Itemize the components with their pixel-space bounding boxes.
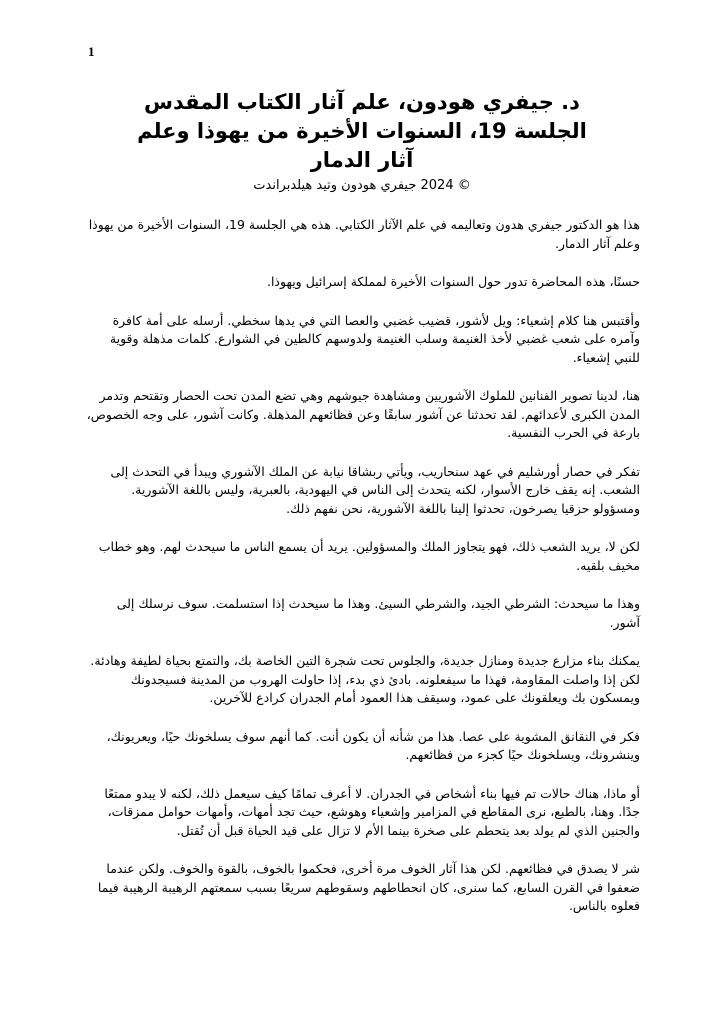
paragraph-10: أو ماذا، هناك حالات تم فيها بناء أشخاص في الجدران. لا أعرف تمامًا كيف سيعمل ذلك، لكنه لا يبدو ممتعًا جدًا. وهنا، بالطبع، نرى المقاطع في المزامير وإشعياء وهوشع، حيث تجد أمهات، وأمهات حوامل ممزقات، والجنين الذي لم يولد بعد يتحطم على صخرة بينما الأم لا تزال على قيد الحياة قبل أن تُقتل. — [104, 785, 640, 838]
document-body — [84, 216, 640, 936]
paragraph-9: فكر في النقانق المشوية على عصا. هذا من شأنه أن يكون أنت. كما أنهم سوف يسلخونك حيًا، ويعريونك، وينشرونك، ويسلخونك حيًا كجزء من فظائعهم. — [106, 728, 640, 762]
paragraph-4: هنا، لدينا تصوير الفنانين للملوك الآشوريين ومشاهدة جيوشهم وهي تضع المدن تحت الحصار وتقتحم وتدمر المدن الكبرى لأعدائهم. لقد تحدثنا عن آشور سابقًا وعن فظائعهم المذهلة. وكانت آشور، على وجه الخصوص، بارعة في الحرب النفسية. — [86, 388, 640, 440]
document-header — [80, 88, 644, 196]
paragraph-11: شر لا يصدق في فظائعهم. لكن هذا آثار الخوف مرة أخرى، فحكموا بالخوف، بالقوة والخوف. ولكن عندما ضعفوا في القرن السابع، كما سنرى، كان انحطاطهم وسقوطهم سريعًا بسبب سمعتهم الرهيبة الرهيبة فيما فعلوه بالناس. — [97, 861, 640, 913]
title-line-3: آثار الدمار — [310, 148, 414, 172]
title-line-1: د. جيفري هودون، علم آثار الكتاب المقدس — [144, 90, 580, 114]
paragraph-3: وأقتبس هنا كلام إشعياء: ويل لأشور، قضيب غضبي والعصا التي في يدها سخطي. أرسله على أمة كافرة وآمره على شعب غضبي لأخذ الغنيمة وسلب الغنيمة ولدوسهم كالطين في الشوارع. كلمات مذهلة وقوية للنبي إشعياء. — [109, 312, 640, 365]
paragraph-8: يمكنك بناء مزارع جديدة ومنازل جديدة، والجلوس تحت شجرة التين الخاصة بك، والتمتع بحياة لطيفة وهادئة. لكن إذا واصلت المقاومة، فهذا ما سيفعلونه. بادئ ذي بدء، إذا حاولت الهروب من المدينة فسيجدونك ويمسكون بك ويعلقونك على عمود، وسيقف هذا العمود أمام الجدران كرادع للآخرين. — [90, 653, 640, 705]
title-line-2: الجلسة 19، السنوات الأخيرة من يهوذا وعلم — [137, 119, 587, 143]
paragraph-1: هذا هو الدكتور جيفري هدون وتعاليمه في علم الآثار الكتابي. هذه هي الجلسة 19، السنوات الأخيرة من يهوذا وعلم آثار الدمار. — [88, 217, 640, 251]
copyright-line: © 2024 جيفري هودون وتيد هيلدبراندت — [253, 178, 471, 193]
paragraph-7: وهذا ما سيحدث: الشرطي الجيد، والشرطي السيئ. وهذا ما سيحدث إذا استسلمت. سوف نرسلك إلى آشور. — [116, 596, 640, 630]
paragraph-5: تفكر في حصار أورشليم في عهد سنحاريب، ويأتي ربشاقا نيابة عن الملك الآشوري ويبدأ في التحدث إلى الشعب. إنه يقف خارج الأسوار، لكنه يتحدث إلى الناس في اليهودية، بالعبرية، وليس باللغة الآشورية. ومسؤولو حزقيا يصرخون، تحدثوا إلينا باللغة الآشورية، نحن نفهم ذلك. — [110, 463, 640, 516]
paragraph-6: لكن لا، يريد الشعب ذلك، فهو يتجاوز الملك والمسؤولين. يريد أن يسمع الناس ما سيحدث لهم. وهو خطاب مخيف بلقيه. — [98, 539, 640, 573]
page-number: 1 — [88, 44, 95, 59]
paragraph-2: حسنًا، هذه المحاضرة تدور حول السنوات الأخيرة لمملكة إسرائيل ويهوذا. — [266, 274, 640, 289]
